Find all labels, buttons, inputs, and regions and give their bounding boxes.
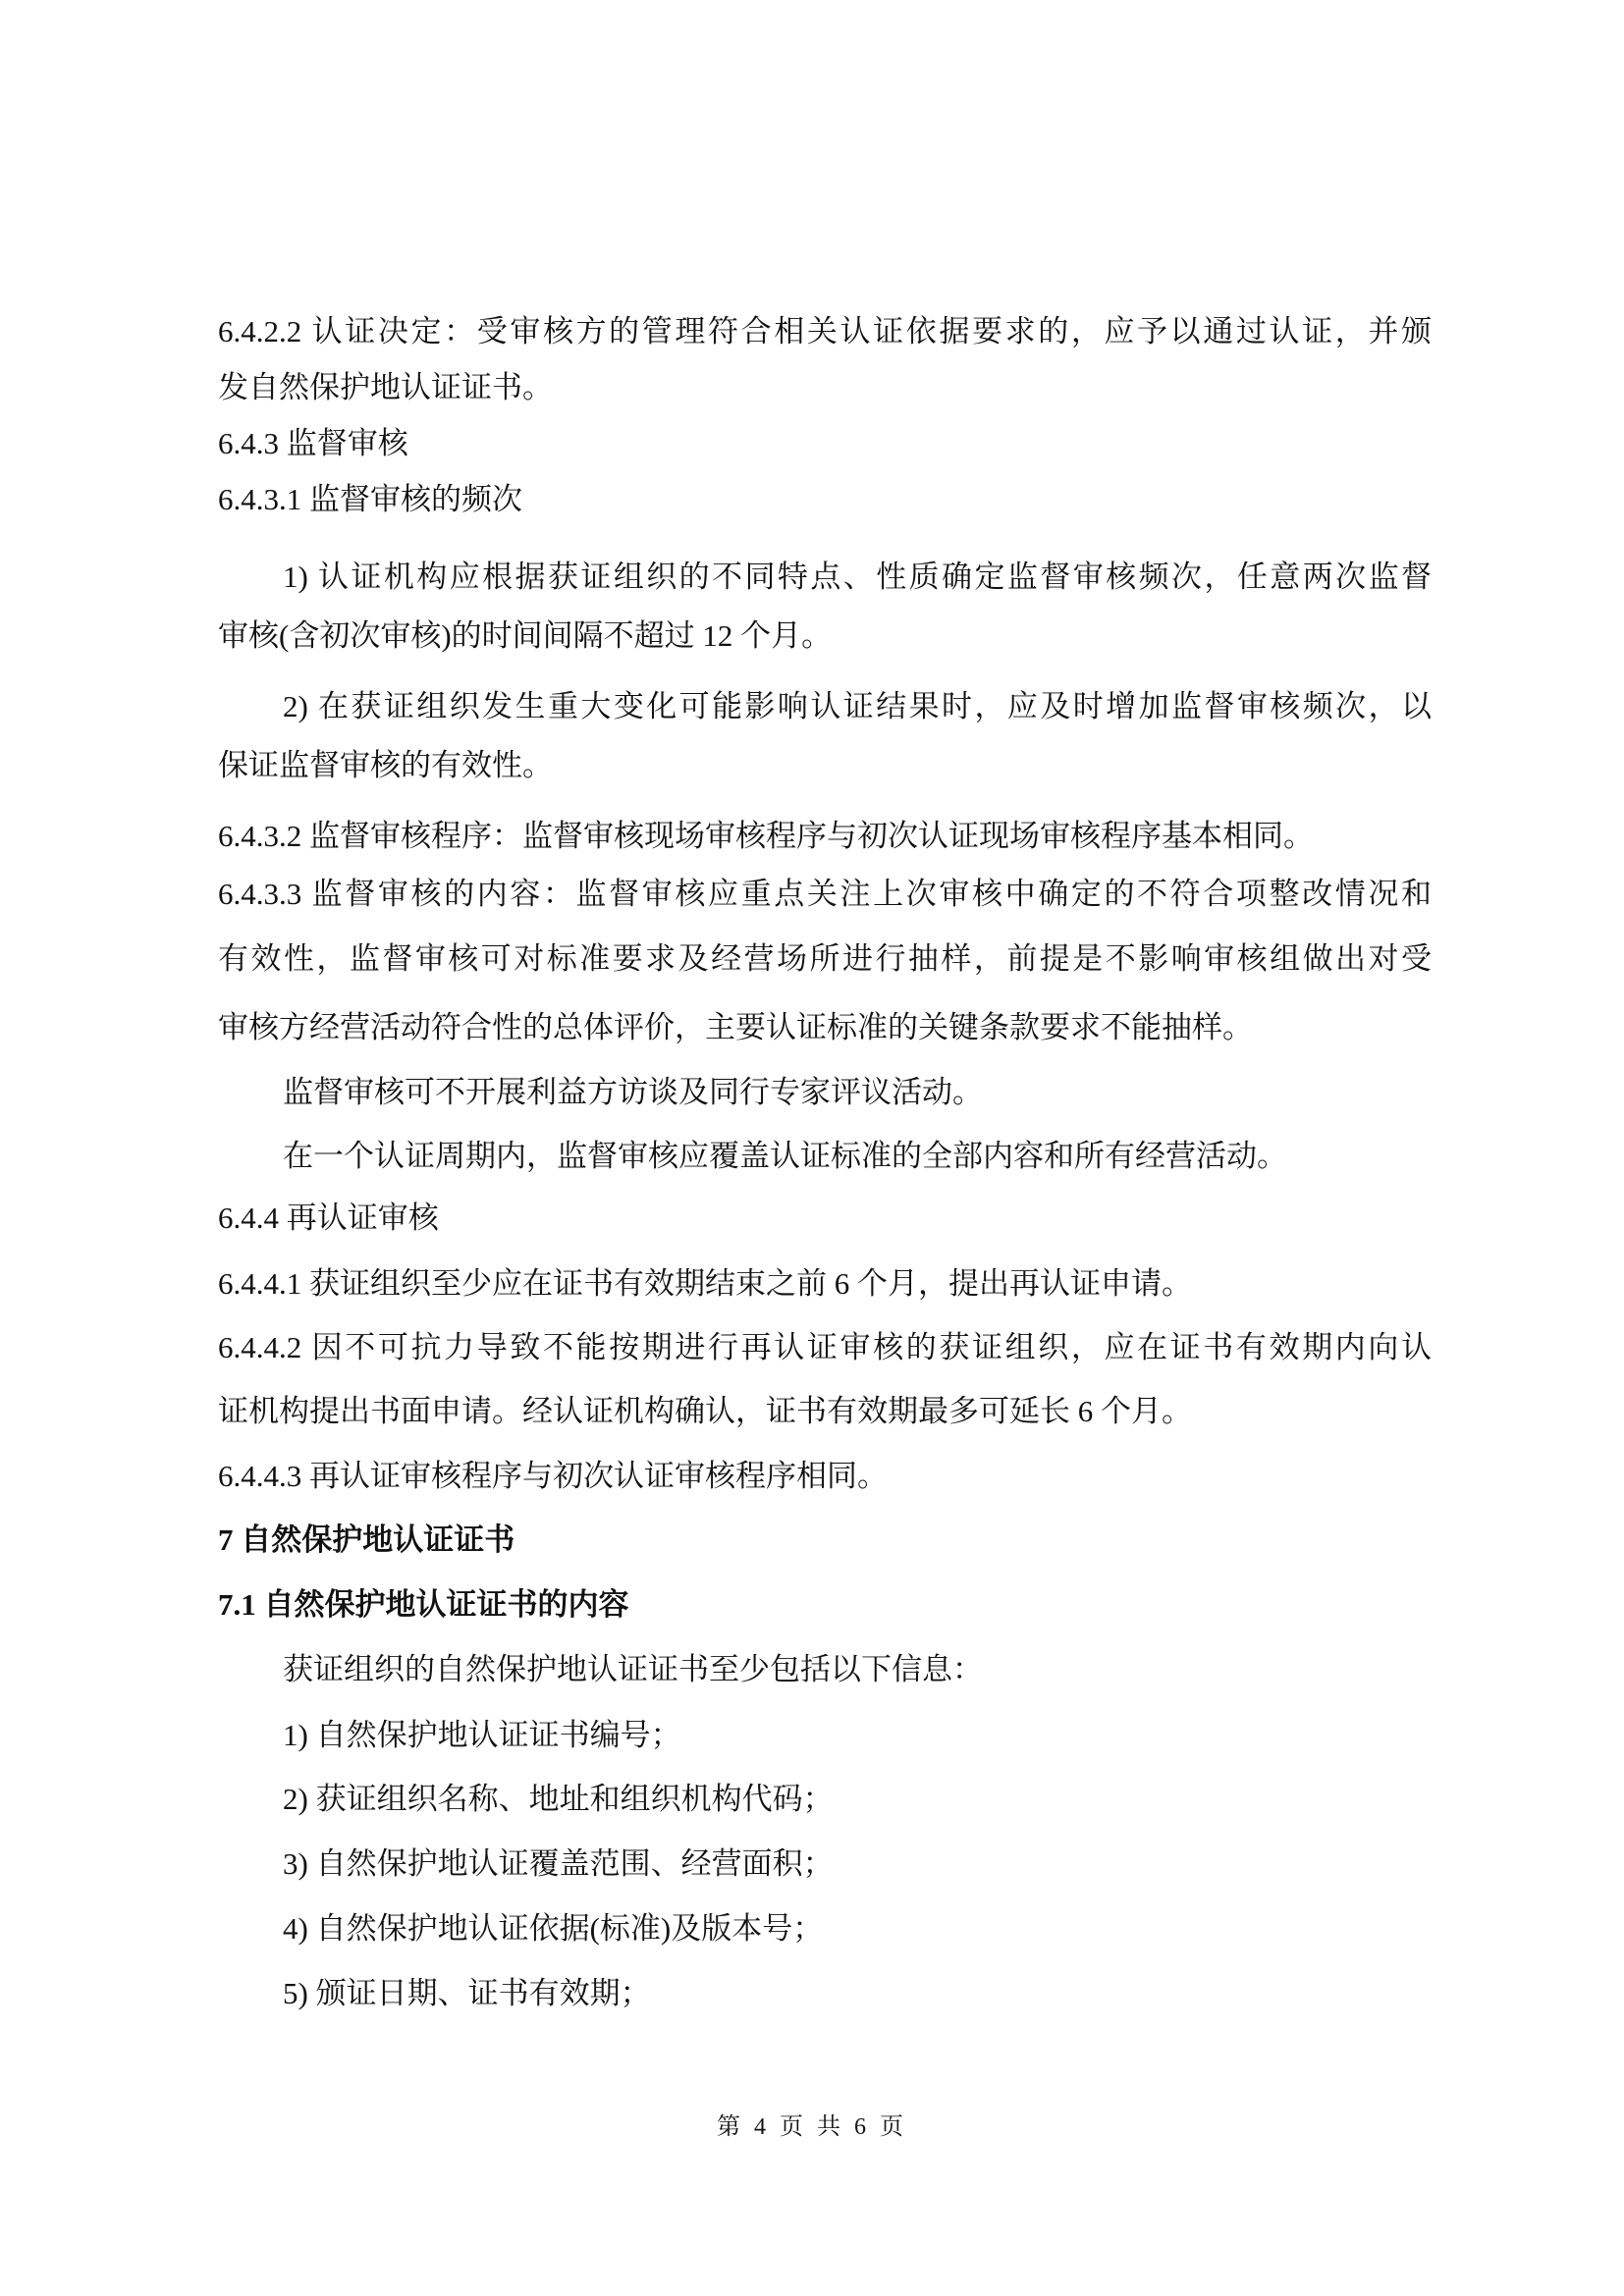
clause-6-4-3-2: 6.4.3.2 监督审核程序：监督审核现场审核程序与初次认证现场审核程序基本相同。 xyxy=(218,819,1314,853)
clause-6-4-4-3: 6.4.4.3 再认证审核程序与初次认证审核程序相同。 xyxy=(218,1459,888,1493)
list-item-1-cont: 审核(含初次审核)的时间间隔不超过 12 个月。 xyxy=(218,618,833,653)
heading-7: 7 自然保护地认证证书 xyxy=(218,1522,515,1557)
paragraph-cycle-coverage: 在一个认证周期内，监督审核应覆盖认证标准的全部内容和所有经营活动。 xyxy=(283,1139,1287,1173)
heading-7-1: 7.1 自然保护地认证证书的内容 xyxy=(218,1587,629,1622)
clause-6-4-3-3: 6.4.3.3 监督审核的内容：监督审核应重点关注上次审核中确定的不符合项整改情况和 xyxy=(218,877,1432,911)
clause-6-4-3-3-cont-1: 有效性，监督审核可对标准要求及经营场所进行抽样，前提是不影响审核组做出对受 xyxy=(218,941,1432,976)
cert-item-3: 3) 自然保护地认证覆盖范围、经营面积； xyxy=(283,1846,834,1881)
clause-6-4-4-2: 6.4.4.2 因不可抗力导致不能按期进行再认证审核的获证组织，应在证书有效期内向认 xyxy=(218,1330,1432,1364)
clause-6-4-3-3-cont-2: 审核方经营活动符合性的总体评价，主要认证标准的关键条款要求不能抽样。 xyxy=(218,1010,1253,1044)
list-item-2: 2) 在获证组织发生重大变化可能影响认证结果时，应及时增加监督审核频次，以 xyxy=(283,689,1432,723)
clause-6-4-2-2-cont: 发自然保护地认证证书。 xyxy=(218,370,553,404)
paragraph-certificate-info: 获证组织的自然保护地认证证书至少包括以下信息： xyxy=(283,1652,983,1686)
clause-6-4-4-2-cont: 证机构提出书面申请。经认证机构确认，证书有效期最多可延长 6 个月。 xyxy=(218,1394,1192,1428)
heading-6-4-3: 6.4.3 监督审核 xyxy=(218,426,408,460)
paragraph-no-interview: 监督审核可不开展利益方访谈及同行专家评议活动。 xyxy=(283,1075,983,1109)
page-number-footer: 第 4 页 共 6 页 xyxy=(717,2114,907,2140)
cert-item-4: 4) 自然保护地认证依据(标准)及版本号； xyxy=(283,1911,824,1946)
heading-6-4-4: 6.4.4 再认证审核 xyxy=(218,1201,439,1235)
list-item-1: 1) 认证机构应根据获证组织的不同特点、性质确定监督审核频次，任意两次监督 xyxy=(283,560,1432,594)
list-item-2-cont: 保证监督审核的有效性。 xyxy=(218,748,553,782)
clause-6-4-2-2: 6.4.2.2 认证决定：受审核方的管理符合相关认证依据要求的，应予以通过认证，并颁 xyxy=(218,314,1432,348)
heading-6-4-3-1: 6.4.3.1 监督审核的频次 xyxy=(218,482,522,516)
cert-item-5: 5) 颁证日期、证书有效期； xyxy=(283,1976,651,2010)
clause-6-4-4-1: 6.4.4.1 获证组织至少应在证书有效期结束之前 6 个月，提出再认证申请。 xyxy=(218,1266,1192,1301)
cert-item-1: 1) 自然保护地认证证书编号； xyxy=(283,1718,681,1752)
cert-item-2: 2) 获证组织名称、地址和组织机构代码； xyxy=(283,1782,834,1816)
